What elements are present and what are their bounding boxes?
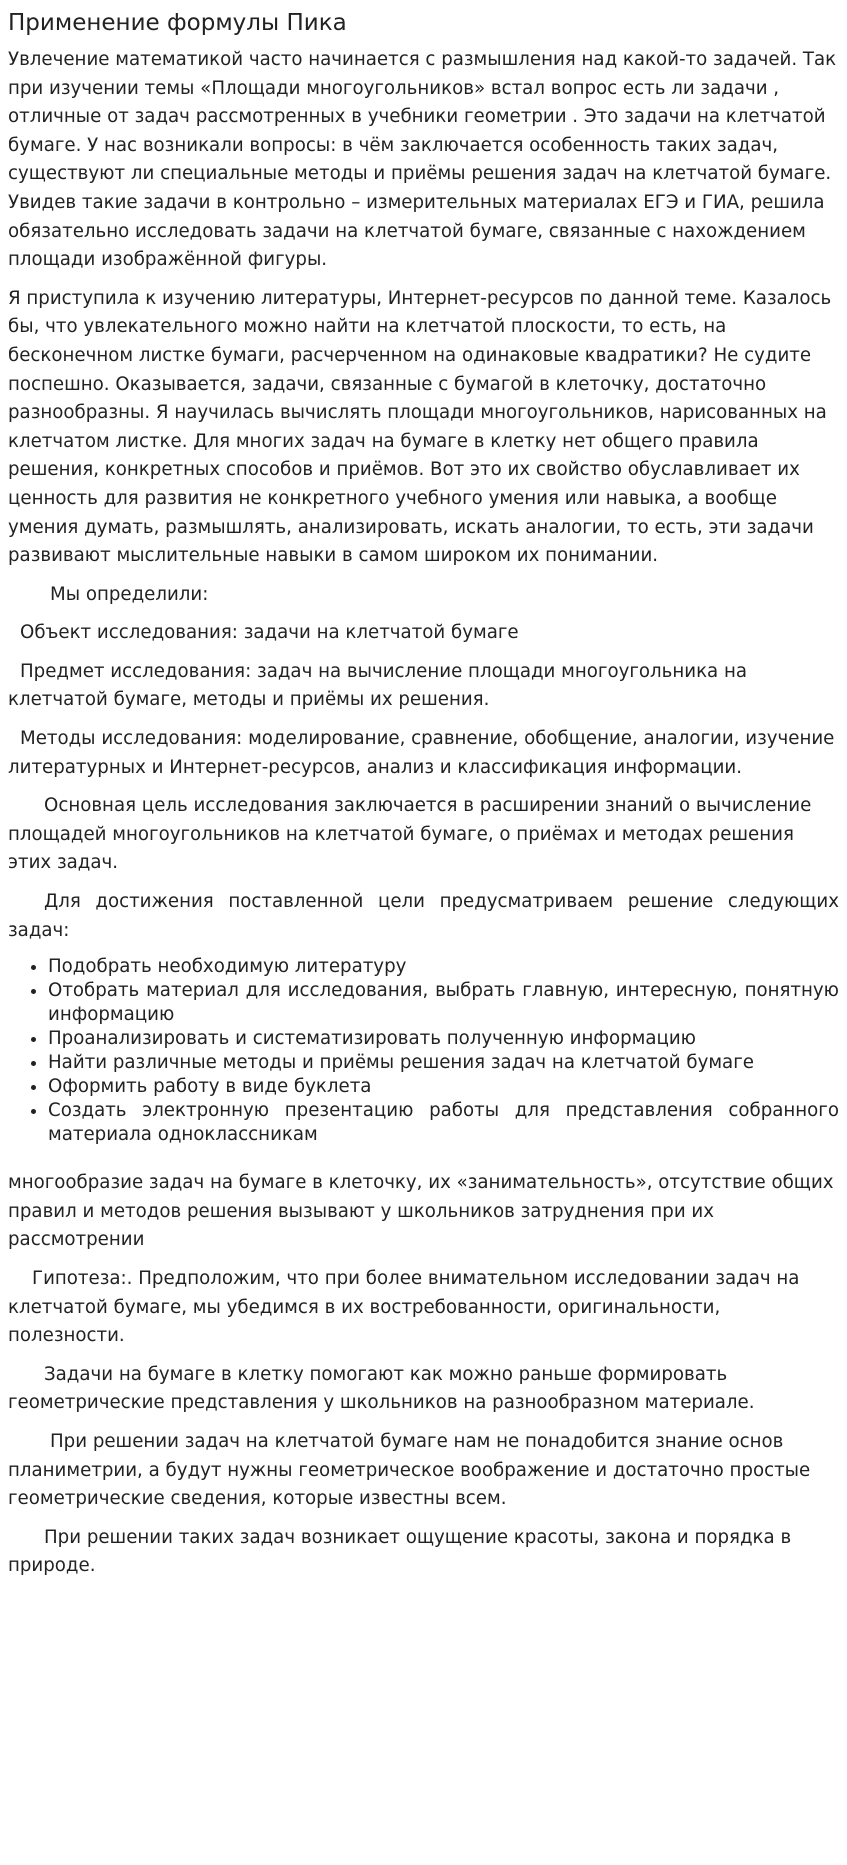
no-basics-paragraph: При решении задач на клетчатой бумаге нам не понадобится знание основ планиметрии, а будут нужны геометрическое воображение и достаточно простые геометрические сведения, которые известны всем.: [8, 1430, 811, 1510]
list-item: • Найти различные методы и приёмы решения задач на клетчатой бумаге: [48, 1051, 839, 1075]
list-item: • Оформить работу в виде буклета: [48, 1075, 839, 1099]
tasks-intro-paragraph: Для достижения поставленной цели предусматриваем решение следующих задач:: [8, 891, 839, 941]
list-item: • Подобрать необходимую литературу: [48, 955, 839, 979]
hypothesis-paragraph: Гипотеза:. Предположим, что при более внимательном исследовании задач на клетчатой бумаге, мы убедимся в их востребованности, оригинальности, полезности.: [8, 1268, 800, 1347]
list-item: • Создать электронную презентацию работы для представления собранного материала одноклассникам: [48, 1099, 839, 1147]
intro-paragraph-2: Я приступила к изучению литературы, Интернет-ресурсов по данной теме. Казалось бы, что увлекательного можно найти на клетчатой плоскости, то есть, на бесконечном листке бумаги, расчерченном на одинаковые квадратики? Не судите поспешно. Оказывается, задачи, связанные с бумагой в клеточку, достаточно разнообразны. Я научилась вычислять площади многоугольников, нарисованных на клетчатом листке. Для многих задач на бумаге в клетку нет общего правила решения, конкретных способов и приёмов. Вот это их свойство обуславливает их ценность для развития не конкретного учебного умения или навыка, а вообще умения думать, размышлять, анализировать, искать аналогии, то есть, эти задачи развивают мыслительные навыки в самом широком их понимании.: [8, 287, 832, 567]
defined-paragraph: Мы определили:: [50, 583, 209, 605]
tasks-list: [8, 955, 839, 1147]
list-item: • Проанализировать и систематизировать полученную информацию: [48, 1027, 839, 1051]
page-title: Применение формулы Пика: [8, 10, 347, 36]
object-paragraph: Объект исследования: задачи на клетчатой бумаге: [20, 622, 519, 644]
intro-paragraph-1: Увлечение математикой часто начинается с размышления над какой-то задачей. Так при изучении темы «Площади многоугольников» встал вопрос есть ли задачи , отличные от задач рассмотренных в учебники геометрии . Это задачи на клетчатой бумаге. У нас возникали вопросы: в чём заключается особенность таких задач, существуют ли специальные методы и приёмы решения задач на клетчатой бумаге. Увидев такие задачи в контрольно – измерительных материалах ЕГЭ и ГИА, решила обязательно исследовать задачи на клетчатой бумаге, связанные с нахождением площади изображённой фигуры.: [8, 49, 837, 271]
methods-paragraph: Методы исследования: моделирование, сравнение, обобщение, аналогии, изучение литературных и Интернет-ресурсов, анализ и классификация информации.: [8, 728, 835, 778]
list-item: • Отобрать материал для исследования, выбрать главную, интересную, понятную информацию: [48, 979, 839, 1027]
goal-paragraph: Основная цель исследования заключается в расширении знаний о вычисление площадей многоугольников на клетчатой бумаге, о приёмах и методах решения этих задач.: [8, 795, 812, 874]
subject-paragraph: Предмет исследования: задач на вычисление площади многоугольника на клетчатой бумаге, методы и приёмы их решения.: [8, 660, 748, 711]
beauty-paragraph: При решении таких задач возникает ощущение красоты, закона и порядка в природе.: [8, 1526, 792, 1577]
variety-paragraph: многообразие задач на бумаге в клеточку, их «занимательность», отсутствие общих правил и методов решения вызывают у школьников затруднения при их рассмотрении: [8, 1172, 834, 1251]
help-paragraph: Задачи на бумаге в клетку помогают как можно раньше формировать геометрические представления у школьников на разнообразном материале.: [8, 1363, 755, 1414]
